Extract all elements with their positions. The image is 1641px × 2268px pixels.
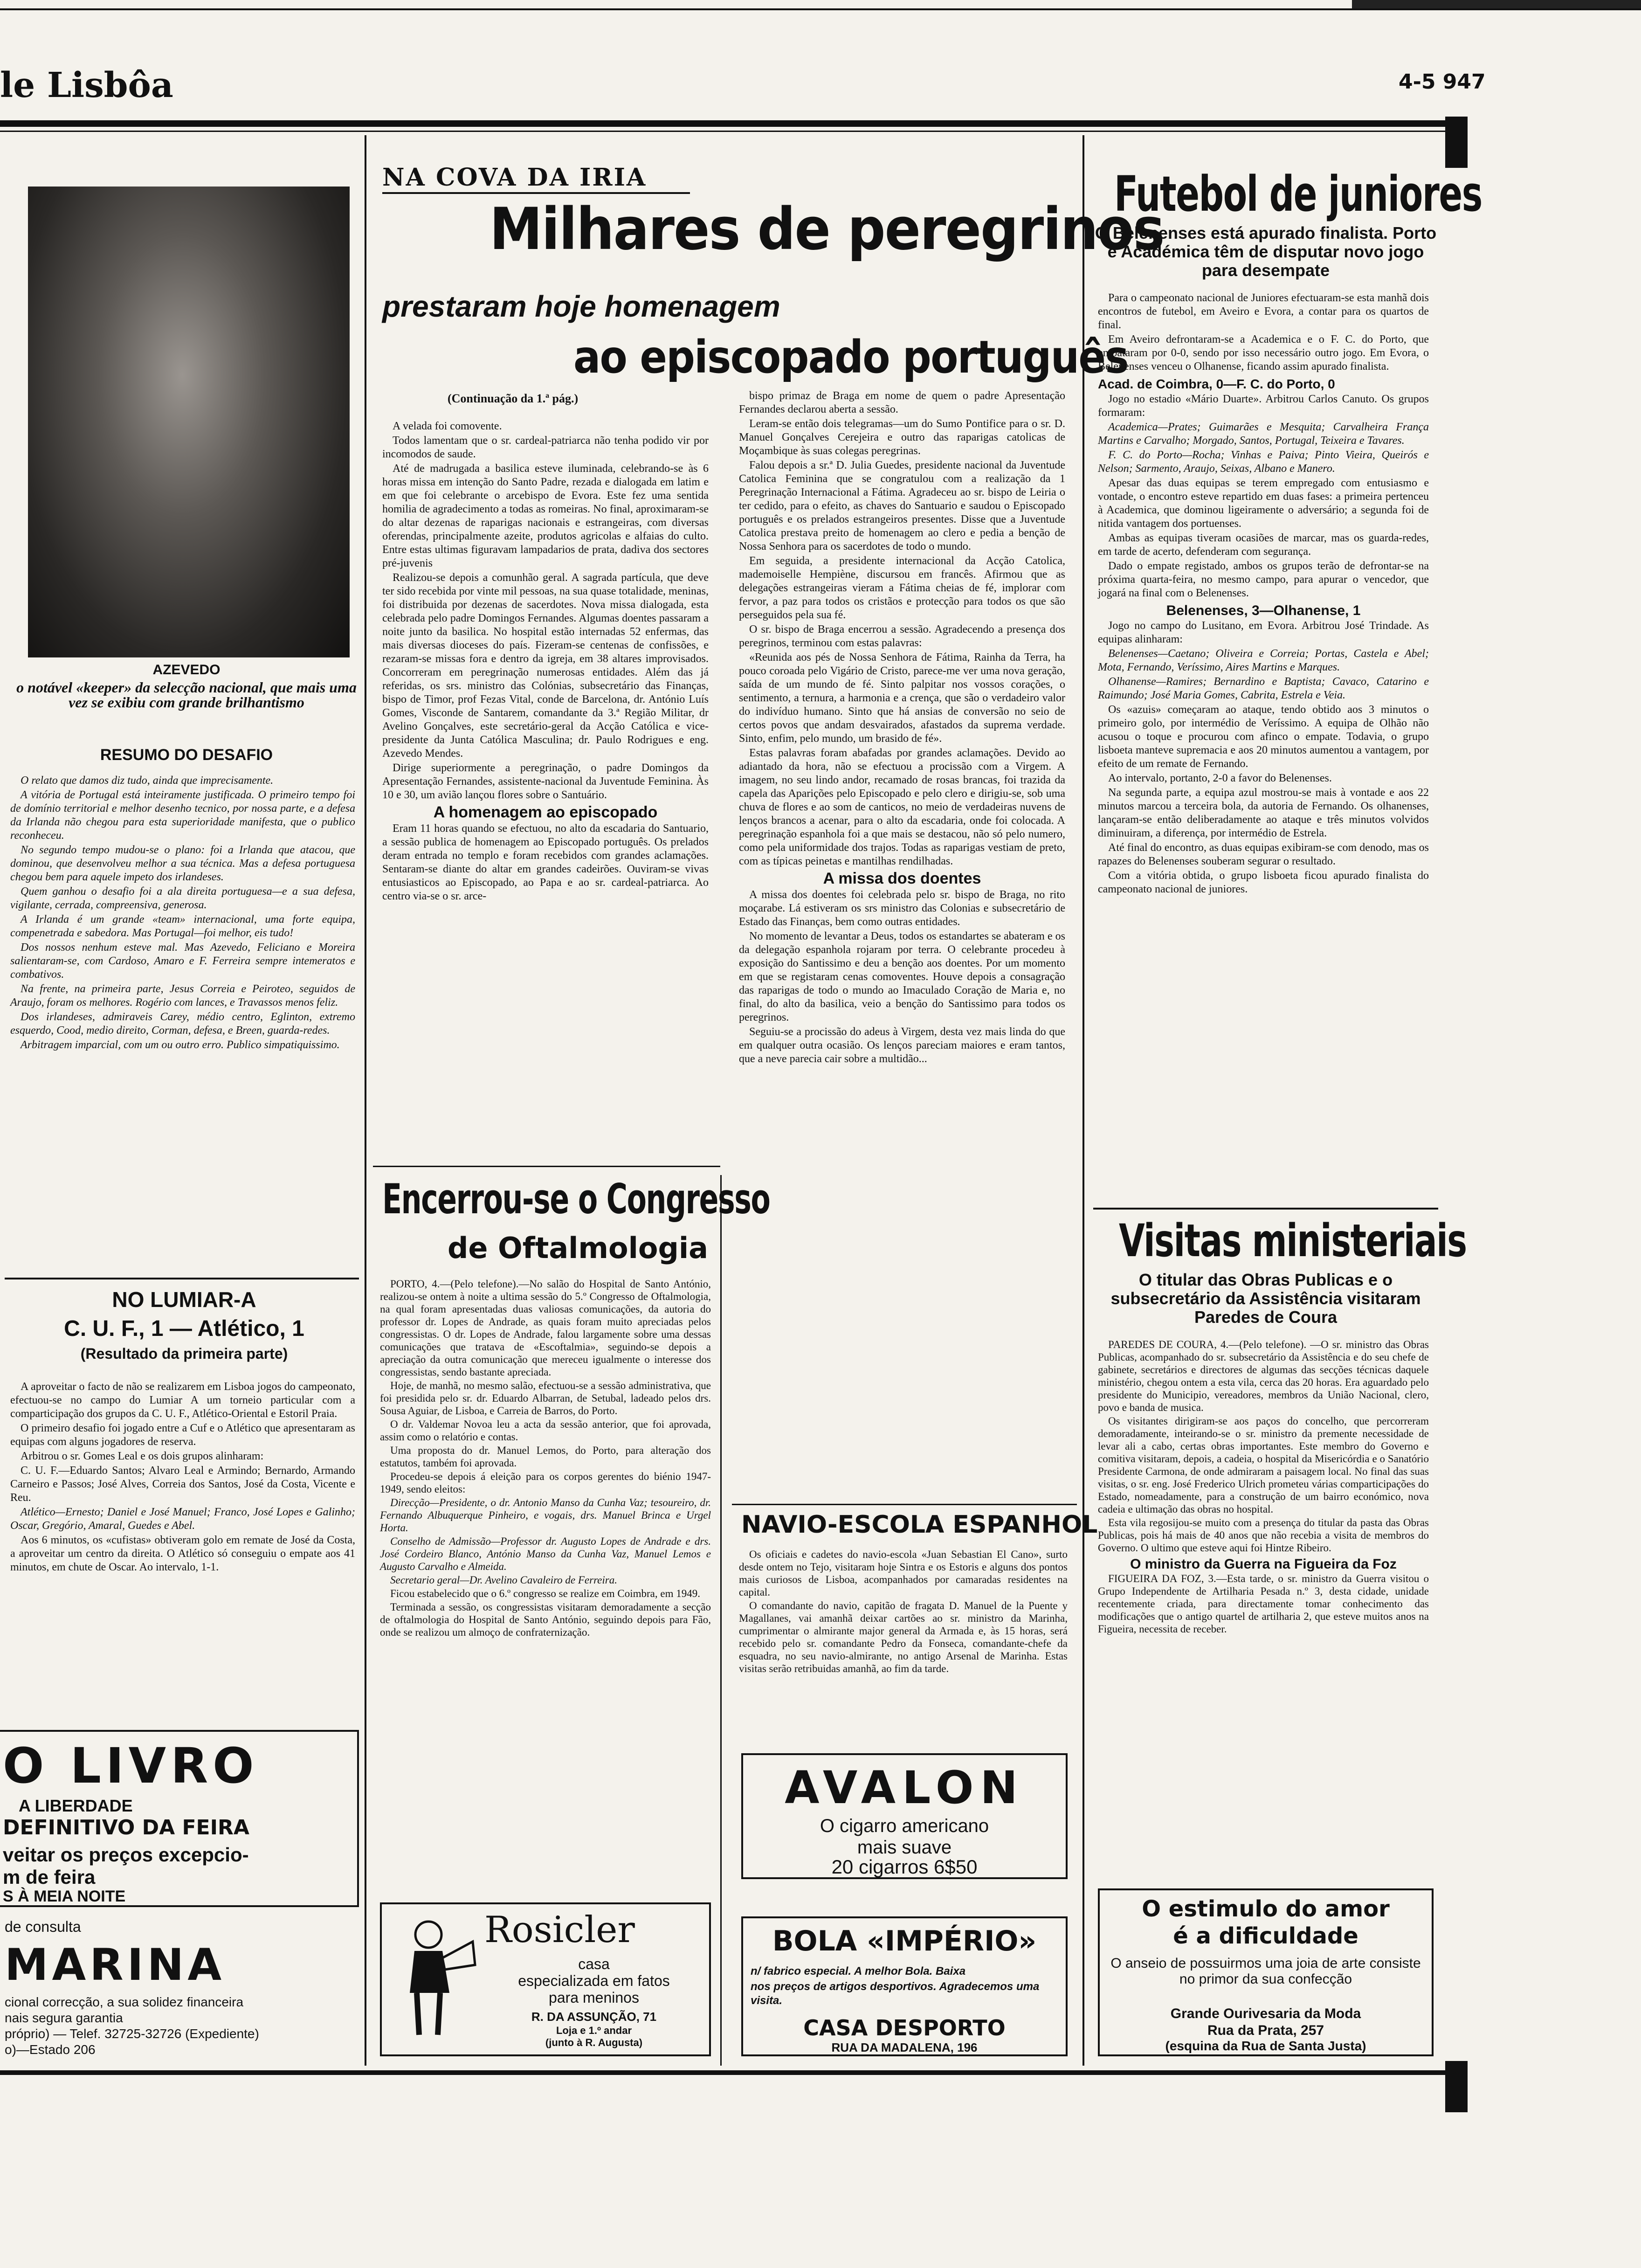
top-border-rule: [0, 8, 1641, 10]
story-paragraph: Falou depois a sr.ª D. Julia Guedes, presidente nacional da Juventude Catolica Feminina que se congratulou com a realização da 1 Peregrinação Internacional a Fátima. Agradeceu ao sr. bispo de Leiria o ter cedido, para o efeito, as chaves do Santuario e saudou o Episcopado português e os prelados estrangeiros presentes. Disse que a Juventude Catolica prestava preito de homenagem ao clero e pedia a benção de Nossa Senhora para os sacerdotes de todo o mundo.: [739, 459, 1065, 553]
ad-marina-line: o)—Estado 206: [5, 2042, 96, 2057]
col-separator-2: [1083, 135, 1084, 2066]
ad-ourivesaria-title: O estimulo do amor: [1142, 1896, 1390, 1922]
lumiar-subtitle: (Resultado da primeira parte): [80, 1345, 288, 1362]
ad-avalon-title: AVALON: [785, 1762, 1024, 1814]
congresso-paragraph: PORTO, 4.—(Pelo telefone).—No salão do Hospital de Santo António, realizou-se ontem à noite a ultima sessão do 5.º Congresso de Oftalmologia, na qual foram apresentadas duas valiosas comunicações, da autoria do professor dr. Lopes de Andrade, as quais foram muito apreciadas pelos congressistas. O dr. Lopes de Andrade, falou largamente sobre uma dessas comunicações que tratava de «Escoftalmia», seguindo-se depois a apreciação da outra comunicação que mereceu igualmente o interesse dos congressistas, sendo bastante apreciada.: [380, 1278, 711, 1378]
ad-rosicler-box: [380, 1902, 711, 2056]
ad-rosicler-line: para meninos: [549, 1989, 639, 2006]
lumiar-paragraph: O primeiro desafio foi jogado entre a Cuf e o Atlético que apresentaram as equipas com alguns jogadores de reserva.: [10, 1422, 355, 1448]
juniores-paragraph: Belenenses—Caetano; Oliveira e Correia; Portas, Castela e Abel; Mota, Fernando, Veríssimo, Aires Martins e Marques.: [1098, 648, 1429, 673]
lumiar-score: C. U. F., 1 — Atlético, 1: [64, 1316, 304, 1341]
visitas-text: [1098, 1338, 1429, 1636]
juniores-paragraph: Ambas as equipas tiveram ocasiões de marcar, mas os guarda-redes, em tarde de acerto, defenderam com segurança.: [1098, 532, 1429, 558]
ad-livro-line: S À MEIA NOITE: [3, 1888, 126, 1905]
congresso-paragraph: Uma proposta do dr. Manuel Lemos, do Porto, para alteração dos estatutos, também foi aprovada.: [380, 1445, 711, 1469]
ad-marina-line: cional correcção, a sua solidez financeira: [5, 1995, 244, 2009]
juniores-paragraph: Jogo no estadio «Mário Duarte». Arbitrou Carlos Canuto. Os grupos formaram:: [1098, 393, 1429, 419]
resumo-paragraph: A Irlanda é um grande «team» internacional, uma forte equipa, compenetrada e sabedora. Mas Portugal—foi melhor, eis tudo!: [10, 913, 355, 939]
ad-ourivesaria-text: O anseio de possuirmos uma joia de arte consiste no primor da sua confecção: [1110, 1956, 1421, 1987]
congresso-paragraph: Ficou estabelecido que o 6.º congresso se realize em Coimbra, em 1949.: [390, 1588, 700, 1599]
juniores-title: Futebol de juniores: [1114, 166, 1482, 222]
ad-ourivesaria-shop: Grande Ourivesaria da Moda: [1170, 2006, 1361, 2021]
lumiar-paragraph: A aproveitar o facto de não se realizarem em Lisboa jogos do campeonato, efectuou-se no campo do Lumiar A um torneio particular com a comparticipação dos grupos da C. U. F., Atlético-Oriental e Estoril Praia.: [10, 1381, 355, 1420]
main-deck-2: ao episcopado português: [573, 331, 1128, 383]
ad-ourivesaria-box: [1098, 1888, 1434, 2056]
resumo-paragraph: Dos nossos nenhum esteve mal. Mas Azevedo, Feliciano e Moreira salientaram-se, com Cardoso, Amaro e F. Ferreira sempre intemeratos e combativos.: [10, 941, 355, 981]
main-column-b: [739, 389, 1065, 1067]
ad-bola-title: BOLA «IMPÉRIO»: [772, 1925, 1037, 1957]
navio-paragraph: Os oficiais e cadetes do navio-escola «Juan Sebastian El Cano», surto desde ontem no Tejo, visitaram hoje Sintra e os Estoris e alguns dos pontos mais curiosos de Lisboa, acompanhados por camaradas residentes na capital.: [739, 1549, 1068, 1598]
ad-bola-shop: CASA DESPORTO: [803, 2015, 1006, 2040]
visitas-paragraph: Esta vila regosijou-se muito com a presença do titular da pasta das Obras Publicas, pois há mais de 40 anos que não recebia a visita de membros do Governo. O ultimo que esteve aqui foi Hintze Ribeiro.: [1098, 1517, 1429, 1554]
lumiar-paragraph: Aos 6 minutos, os «cufistas» obtiveram golo em remate de José da Costa, a aproveitar um centro da direita. O Atlético só conseguiu o empate aos 41 minutos, em chute de Oscar. Ao intervalo, 1-1.: [10, 1534, 355, 1573]
story-paragraph: A missa dos doentes foi celebrada pelo sr. bispo de Braga, no rito moçarabe. Lá estiveram os srs ministro das Colonias e subsecretário de Estado das Finanças, bem como outras entidades.: [739, 889, 1065, 928]
ad-bola-line: nos preços de artigos desportivos. Agradecemos uma visita.: [751, 1980, 1040, 2007]
col-separator-1: [365, 135, 366, 2066]
visitas-subtitle: O titular das Obras Publicas e o subsecretário da Assistência visitaram Paredes de Coura: [1110, 1270, 1421, 1327]
lumiar-text: [10, 1380, 355, 1575]
congresso-paragraph: Terminada a sessão, os congressistas visitaram demoradamente a secção de oftalmologia do Hospital de Santo António, seguindo depois para Fão, onde se realizou um almoço de confraternização.: [380, 1601, 711, 1638]
masthead-rule-thin: [0, 131, 1450, 132]
juniores-paragraph: Apesar das duas equipas se terem empregado com entusiasmo e vontade, o encontro esteve repartido em duas fases: a primeira pertenceu à Academica, que dominou ligeiramente o adversário; a segunda foi de nitida vantagem dos portuenses.: [1098, 477, 1429, 530]
story-paragraph: Leram-se então dois telegramas—um do Sumo Pontifice para o sr. D. Manuel Gonçalves Cerejeira e outro das raparigas catolicas de Moçambique às suas colegas peregrinas.: [739, 418, 1065, 457]
story-paragraph: O sr. bispo de Braga encerrou a sessão. Agradecendo a presença dos peregrinos, terminou com estas palavras:: [739, 623, 1065, 649]
right-edge-block-bottom: [1445, 2061, 1468, 2112]
ad-avalon-box: [741, 1753, 1068, 1879]
bottom-rule: [0, 2070, 1450, 2075]
lumiar-top-rule: [5, 1278, 359, 1279]
juniores-paragraph: Olhanense—Ramires; Bernardino e Baptista; Cavaco, Catarino e Raimundo; José Maria Gomes, Cabrita, Estrela e Veia.: [1098, 676, 1429, 701]
story-paragraph: Em seguida, a presidente internacional da Acção Catolica, mademoiselle Hempiène, discursou em francês. Afirmou que as delegações estrangeiras vieram a Fátima cheias de fé, implorar com fervor, a paz para todos os cristãos e protecção para todos os que são perseguidos pela sua fé.: [739, 555, 1065, 621]
congresso-top-rule: [373, 1166, 720, 1167]
ad-avalon-price: 20 cigarros 6$50: [831, 1856, 978, 1878]
juniores-paragraph: Para o campeonato nacional de Juniores efectuaram-se esta manhã dois encontros de futebol, em Aveiro e Evora, a contar para os quartos de final.: [1098, 292, 1429, 331]
story-paragraph: Seguiu-se a procissão do adeus à Virgem, desta vez mais linda do que em qualquer outra ocasião. Os lenços pareciam maiores e eram tantos, que a neve parecia cair sobre a multidão...: [739, 1026, 1065, 1065]
top-right-dark-band: [1352, 0, 1641, 8]
ad-rosicler-line: (junto à R. Augusta): [545, 2037, 643, 2048]
resumo-paragraph: Arbitragem imparcial, com um ou outro erro. Publico simpatiquissimo.: [21, 1039, 340, 1051]
main-column-a: [382, 420, 709, 904]
resumo-text: [10, 774, 355, 1053]
col-separator-mid: [720, 1175, 722, 2066]
ad-ourivesaria-address: Rua da Prata, 257: [1207, 2023, 1324, 2038]
ad-livro-line: veitar os preços excepcio-: [3, 1844, 249, 1866]
main-headline: Milhares de peregrinos: [490, 196, 1164, 263]
ad-livro-title: O LIVRO: [3, 1737, 259, 1794]
resumo-paragraph: No segundo tempo mudou-se o plano: foi a Irlanda que atacou, que dominou, que desenvolveu melhor a sua técnica. Mas a defesa portuguesa chegou bem para aquele impeto dos irlandeses.: [10, 844, 355, 883]
juniores-subtitle: O Belenenses está apurado finalista. Porto e Académica têm de disputar novo jogo para desempate: [1095, 223, 1437, 280]
visitas-paragraph: PAREDES DE COURA, 4.—(Pelo telefone). —O sr. ministro das Obras Publicas, acompanhado do sr. subsecretário da Assistência e do seu chefe de gabinete, secretários e directores de algumas das secções técnicas daquele ministério, chegou ontem a esta vila, cerca das 20 horas. Era aguardado pelo presidente do Municipio, vereadores, membros da União Nacional, clero, povo e banda de musica.: [1098, 1339, 1429, 1413]
ad-rosicler-line: R. DA ASSUNÇÃO, 71: [531, 2010, 657, 2024]
ad-livro-box: [0, 1730, 359, 1907]
resumo-paragraph: Quem ganhou o desafio foi a ala direita portuguesa—e a sua defesa, vigilante, cerrada, compreensiva, generosa.: [10, 885, 355, 911]
juniores-text: [1098, 291, 1429, 897]
navio-paragraph: O comandante do navio, capitão de fragata D. Manuel de la Puente y Magallanes, vai amanhã deixar cartões ao sr. ministro da Marinha, cumprimentar o almirante major general da Armada e, às 15 horas, será recebido pelo sr. comandante Pedro da Fonseca, comandante-chefe da esquadra, no seu navio-almirante, no antigo Arsenal de Marinha. Estas visitas serão retribuidas amanhã, ao fim da tarde.: [739, 1600, 1068, 1674]
ad-marina: [0, 1916, 359, 2057]
ad-rosicler-line: especializada em fatos: [518, 1972, 670, 1989]
belenenses-title: Belenenses, 3—Olhanense, 1: [1166, 603, 1361, 618]
figueira-title: O ministro da Guerra na Figueira da Foz: [1130, 1556, 1397, 1572]
lumiar-title: NO LUMIAR-A: [112, 1287, 256, 1312]
photo-caption: o notável «keeper» da selecção nacional, que mais uma vez se exibiu com grande brilhantismo: [16, 679, 357, 711]
juniores-paragraph: Academica—Prates; Guimarães e Mesquita; Carvalheira França Martins e Carvalho; Morgado, Santos, Portugal, Teixeira e Tavares.: [1098, 421, 1429, 447]
navio-text: [739, 1548, 1068, 1676]
acad-porto-title: Acad. de Coimbra, 0—F. C. do Porto, 0: [1098, 377, 1335, 391]
congresso-paragraph: Hoje, de manhã, no mesmo salão, efectuou-se a sessão administrativa, que foi presidida pelo sr. dr. Eduardo Albarran, de Setubal, ladeado pelos drs. Sousa Aguiar, de Lisboa, e Carreia de Barros, do Porto.: [380, 1380, 711, 1417]
lumiar-paragraph: Atlético—Ernesto; Daniel e José Manuel; Franco, José Lopes e Galinho; Oscar, Gregório, Amaral, Guedes e Abel.: [10, 1506, 355, 1532]
juniores-paragraph: Até final do encontro, as duas equipas exibiram-se com denodo, mas os rapazes do Belenenses souberam segurar o resultado.: [1098, 842, 1429, 867]
story-paragraph: Estas palavras foram abafadas por grandes aclamações. Devido ao adiantado da hora, não se efectuou a procissão com a Virgem. A imagem, no seu lindo andor, recamado de rosas brancas, foi trazida da capela das Aparições pelo Episcopado e pelo clero e dirigiu-se, sob uma chuva de flores e ao som de canticos, no meio de verdadeiras nuvens de lenços brancos a acenar, para o alto da escadaria, onde foi colocada. A peregrinação espanhola foi a que mais se destacou, não só pelo numero, como pela uniformidade dos trajos. Todas as raparigas vestiam de preto, com as típicas peinetas e mantilhas rendilhadas.: [739, 747, 1065, 867]
ad-marina-line: próprio) — Telef. 32725-32726 (Expediente): [5, 2026, 259, 2041]
kicker-underline: [382, 192, 690, 194]
visitas-paragraph: Os visitantes dirigiram-se aos paços do concelho, que percorreram demoradamente, inteirando-se o sr. ministro da premente necessidade de levar ali a cabo, certas obras importantes. Este membro do Governo e comitiva visitaram, depois, a cadeia, o hospital da Misericórdia e o Sanatório Presidente Carmona, de onde admiraram a paisagem local. No final das suas visitas, o sr. eng. José Frederico Ulrich prometeu várias comparticipações do Estado, nomeadamente, para a construção de um bairro económico, nova cadeia e ultimação das obras no hospital.: [1098, 1415, 1429, 1515]
continuation-note: (Continuação da 1.ª pág.): [448, 392, 579, 405]
masthead-date: 4-5 947: [1399, 70, 1486, 94]
juniores-paragraph: Ao intervalo, portanto, 2-0 a favor do Belenenses.: [1108, 772, 1332, 784]
main-kicker: NA COVA DA IRIA: [382, 163, 647, 192]
congresso-subtitle: de Oftalmologia: [448, 1231, 708, 1265]
visitas-top-rule: [1093, 1208, 1438, 1210]
figueira-paragraph: FIGUEIRA DA FOZ, 3.—Esta tarde, o sr. ministro da Guerra visitou o Grupo Independente de Artilharia Pesada n.º 3, desta cidade, unidade recentemente criada, para directamente tomar conhecimento das modificações que o antigo quartel de artilharia 2, que esteve muitos anos na Figueira, necessita de receber.: [1098, 1573, 1429, 1635]
ad-marina-title: MARINA: [5, 1940, 226, 1991]
juniores-paragraph: Os «azuis» começaram ao ataque, tendo obtido aos 3 minutos o primeiro golo, por intermédio de Veríssimo. A equipa de Olhão não acusou o toque e procurou com afinco o empate. Todavia, o grupo lisboeta manteve supremacia e aos 20 minutos aumentou a vantagem, por efeito de um remate de Fernando.: [1098, 704, 1429, 770]
congresso-paragraph: Conselho de Admissão—Professor dr. Augusto Lopes de Andrade e drs. José Cordeiro Blanco, António Manso da Cunha Vaz, Manuel Lemos e Augusto Carvalho e Almeida.: [380, 1535, 711, 1572]
visitas-title: Visitas ministeriais: [1119, 1215, 1467, 1267]
ad-bola-box: [741, 1916, 1068, 2056]
ad-livro-line: A LIBERDADE: [19, 1796, 133, 1815]
story-paragraph: Até de madrugada a basilica esteve iluminada, celebrando-se às 6 horas missa em intenção do Santo Padre, rezada e dialogada em latim e em que foi celebrante o arcebispo de Evora. Este fez uma sentida homilia de agradecimento a todas as romeiras. No final, aproximaram-se do altar dezenas de raparigas nacionais e estrangeiras, com diversas oferendas, principalmente azeite, produtos agricolas e alfaias do culto. Entre estas ultimas figuravam lampadarios de prata, dadiva dos sectores pré-juvenis: [382, 463, 709, 569]
ad-bola-address: RUA DA MADALENA, 196: [831, 2040, 978, 2054]
congresso-text: [380, 1278, 711, 1639]
ad-bola-line: n/ fabrico especial. A melhor Bola. Baixa: [751, 1965, 966, 1978]
navio-title: NAVIO-ESCOLA ESPANHOL: [741, 1511, 1098, 1539]
congresso-paragraph: Procedeu-se depois á eleição para os corpos gerentes do biénio 1947-1949, sendo eleitos:: [380, 1471, 711, 1495]
juniores-paragraph: Com a vitória obtida, o grupo lisboeta ficou apurado finalista do campeonato nacional de juniores.: [1098, 870, 1429, 895]
resumo-title: RESUMO DO DESAFIO: [100, 746, 273, 764]
masthead-title: le Lisbôa: [0, 65, 173, 105]
juniores-paragraph: Em Aveiro defrontaram-se a Academica e o F. C. do Porto, que empataram por 0-0, sendo por isso necessário outro jogo. Em Evora, o Belenenses venceu o Olhanense, ficando assim apurado finalista.: [1098, 333, 1429, 373]
story-paragraph: bispo primaz de Braga em nome de quem o padre Apresentação Fernandes declarou aberta a sessão.: [739, 390, 1065, 415]
congresso-paragraph: Secretario geral—Dr. Avelino Cavaleiro de Ferreira.: [390, 1574, 617, 1586]
ad-ourivesaria-address: (esquina da Rua de Santa Justa): [1165, 2039, 1366, 2053]
story-paragraph: Realizou-se depois a comunhão geral. A sagrada partícula, que deve ter sido recebida por vinte mil pessoas, na sua quase totalidade, meninas, foi distribuida por dezenas de sacerdotes. Nova missa dialogada, esta celebrada pelo padre Domingos Fernandes. Algumas doentes passaram a noite junto da basilica. No hospital estão internadas 52 enfermas, das mais diversas dioceses do país. Fizeram-se centenas de confissões, e rezaram-se missas fora e dentro da igreja, em 38 altares improvisados. Concorreram em peregrinação numerosas entidades. Além das já referidas, os srs. ministro das Colónias, subsecretário das Finanças, bispo de Timor, prof Fezas Vital, conde de Barcelona, dr. António Luís Gomes, Visconde de Santarem, comandante da 3.ª Região Militar, dr Avelino Gonçalves, este secretário-geral da Acção Católica e vice-presidente da Junta Católica Masculina; dr. Paulo Rodrigues e eng. Azevedo Mendes.: [382, 572, 709, 760]
story-paragraph: A velada foi comovente.: [393, 420, 502, 432]
story-paragraph: Todos lamentam que o sr. cardeal-patriarca não tenha podido vir por incomodos de saude.: [382, 435, 709, 460]
juniores-paragraph: F. C. do Porto—Rocha; Vinhas e Paiva; Pinto Vieira, Queirós e Nelson; Sarmento, Araujo, Seixas, Albano e Manero.: [1098, 449, 1429, 475]
ad-marina-line: nais segura garantia: [5, 2011, 123, 2025]
ad-rosicler-line: casa: [578, 1956, 610, 1972]
congresso-title: Encerrou-se o Congresso: [382, 1175, 770, 1223]
ad-marina-line: de consulta: [5, 1918, 81, 1935]
ad-avalon-line: mais suave: [857, 1837, 952, 1858]
resumo-paragraph: Na frente, na primeira parte, Jesus Correia e Peiroteo, seguidos de Araujo, foram os melhores. Rogério com lances, e Travassos menos feliz.: [10, 983, 355, 1009]
juniores-paragraph: Na segunda parte, a equipa azul mostrou-se mais à vontade e aos 22 minutos marcou a terceira bola, da autoria de Fernando. Os olhanenses, lançaram-se então deliberadamente ao ataque e três minutos volvidos diminuiram, a diferença, por intermédio de Estrela.: [1098, 787, 1429, 839]
resumo-paragraph: A vitória de Portugal está inteiramente justificada. O primeiro tempo foi de domínio territorial e melhor desenho tecnico, por nossa parte, e a defesa da Irlanda não chegou para esta superioridade manifesta, que o publico reconheceu.: [10, 789, 355, 842]
main-deck-1: prestaram hoje homenagem: [382, 290, 780, 323]
photo-caption-title: AZEVEDO: [152, 662, 221, 678]
juniores-paragraph: Dado o empate registado, ambos os grupos terão de defrontar-se na próxima quarta-feira, no mesmo campo, para apurar o vencedor, que jogará na final com o Belenenses.: [1098, 560, 1429, 599]
portrait-photo: [28, 187, 350, 657]
ad-rosicler-line: Loja e 1.º andar: [556, 2025, 632, 2036]
lumiar-paragraph: C. U. F.—Eduardo Santos; Alvaro Leal e Armindo; Bernardo, Armando Carneiro e Passos; José Alves, Correia dos Santos, José da Costa, Vicente e Reu.: [10, 1465, 355, 1504]
juniores-paragraph: Jogo no campo do Lusitano, em Evora. Arbitrou José Trindade. As equipas alinharam:: [1098, 620, 1429, 645]
congresso-paragraph: Direcção—Presidente, o dr. Antonio Manso da Cunha Vaz; tesoureiro, dr. Fernando Albuquerque Pinheiro, e vogais, drs. Manuel Brinca e Urgel Horta.: [380, 1497, 711, 1534]
doentes-title: A missa dos doentes: [823, 870, 981, 887]
navio-top-rule: [732, 1504, 1077, 1505]
ad-avalon-line: O cigarro americano: [820, 1816, 989, 1836]
story-paragraph: Eram 11 horas quando se efectuou, no alto da escadaria do Santuario, a sessão publica de homenagem ao Episcopado português. Os prelados deram entrada no templo e foram recebidos com grandes aclamações. Sentaram-se diante do altar em grandes cadeirões. Ouviram-se vivas entusiasticos ao Episcopado, ao Papa e ao sr. cardeal-patriarca. Ao centro via-se o sr. arce-: [382, 823, 709, 902]
ad-livro-line: DEFINITIVO DA FEIRA: [3, 1816, 249, 1839]
story-paragraph: No momento de levantar a Deus, todos os estandartes se abateram e os da delegação espanhola rojaram por terra. O celebrante procedeu à exposição do Santissimo e deu a benção aos doentes. Por um momento em que se registaram cenas comoventes. Houve depois a consagração das raparigas de todo o mundo ao Imaculado Coração de Maria e, no final, do alto da basilica, veio a benção do Santissimo para todos os peregrinos.: [739, 930, 1065, 1023]
ad-ourivesaria-title: é a dificuldade: [1173, 1923, 1358, 1949]
masthead-rule-thick: [0, 120, 1450, 127]
congresso-paragraph: O dr. Valdemar Novoa leu a acta da sessão anterior, que foi aprovada, assim como o relatório e contas.: [380, 1418, 711, 1443]
resumo-paragraph: O relato que damos diz tudo, ainda que imprecisamente.: [21, 774, 274, 787]
right-edge-block-top: [1445, 117, 1468, 168]
ad-livro-line: m de feira: [3, 1866, 96, 1888]
lumiar-paragraph: Arbitrou o sr. Gomes Leal e os dois grupos alinharam:: [21, 1450, 264, 1462]
ad-rosicler-title: Rosicler: [484, 1909, 635, 1951]
story-paragraph: Dirige superiormente a peregrinação, o padre Domingos da Apresentação Fernandes, assistente-nacional da Juventude Feminina. Às 10 e 30, um avião lançou flores sobre o Santuário.: [382, 762, 709, 801]
resumo-paragraph: Dos irlandeses, admiraveis Carey, médio centro, Eglinton, extremo esquerdo, Cood, medio direito, Corman, defesa, e Breen, guarda-redes.: [10, 1011, 355, 1037]
story-paragraph: «Reunida aos pés de Nossa Senhora de Fátima, Rainha da Terra, ha pouco coroada pelo Vigário de Cristo, parece-me ver uma nova geração, saída de um mundo de fé. Sinto palpitar nos vossos corações, o sentimento, a ternura, a harmonia e a crença, que são o verdadeiro valor do indivíduo humano. Sinto que há ansias de conversão no seio de certos povos que andam desvairados, afastados da suprema verdade. Sinto, enfim, pelo mundo, um brasido de fé».: [739, 651, 1065, 745]
homenagem-title: A homenagem ao episcopado: [433, 803, 658, 821]
boy-illustration-icon: [391, 1914, 480, 2044]
